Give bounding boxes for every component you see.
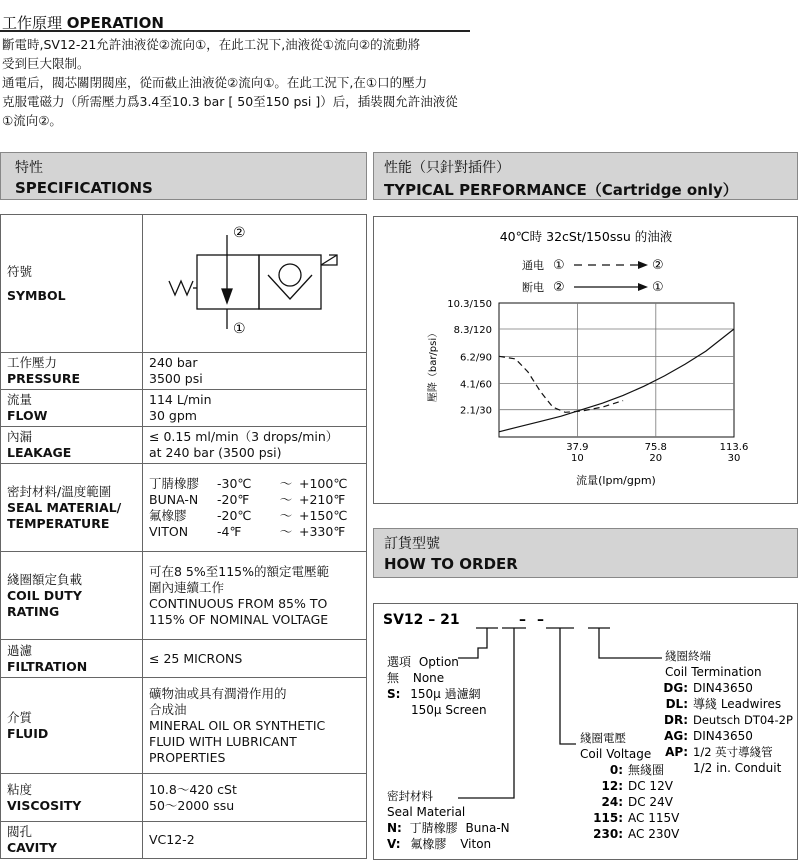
voltage-list bbox=[593, 762, 680, 841]
specifications-header bbox=[0, 152, 367, 200]
x-tick-label: 20 bbox=[649, 453, 663, 464]
spec-value-line: 115% OF NOMINAL VOLTAGE bbox=[149, 611, 329, 627]
option-screen-en: 150μ Screen bbox=[411, 703, 487, 717]
operation-title-en: OPERATION bbox=[66, 14, 164, 32]
valve-body-box-right bbox=[259, 255, 321, 309]
spec-label bbox=[1, 552, 143, 640]
plot-frame bbox=[499, 303, 734, 437]
spec-label bbox=[1, 464, 143, 552]
y-tick-label: 8.3/120 bbox=[453, 325, 492, 337]
valve-symbol-diagram bbox=[143, 217, 365, 351]
spec-value bbox=[143, 678, 367, 774]
voltage-desc: AC 115V bbox=[628, 811, 680, 825]
spec-value-line: at 240 bar (3500 psi) bbox=[149, 445, 282, 460]
check-seat-icon bbox=[268, 275, 312, 299]
termination-list bbox=[663, 681, 793, 775]
chart-grid bbox=[499, 303, 734, 437]
x-tick-label: 75.8 bbox=[644, 442, 667, 453]
option-none bbox=[387, 671, 444, 685]
performance-header-cn: 性能（只針對插件） bbox=[384, 160, 510, 176]
y-tick-label: 10.3/150 bbox=[447, 299, 492, 310]
spec-value-line: MINERAL OIL OR SYNTHETIC bbox=[149, 717, 326, 733]
voltage-leader bbox=[560, 628, 576, 744]
flow-arrow-head bbox=[222, 289, 232, 303]
spec-value bbox=[143, 774, 367, 822]
x-tick-label: 113.6 bbox=[719, 442, 749, 453]
option-screen bbox=[387, 686, 481, 701]
spec-label-en: COIL DUTY bbox=[7, 587, 82, 603]
spec-row-leakage bbox=[1, 427, 367, 464]
spec-row-seal bbox=[1, 464, 367, 552]
spec-value-line: 114 L/min bbox=[149, 392, 212, 407]
spec-label bbox=[1, 640, 143, 678]
legend-deenergized-label: 断电 bbox=[522, 281, 544, 294]
operation-line: 受到巨大限制。 bbox=[2, 56, 90, 71]
spec-label bbox=[1, 215, 143, 353]
performance-header-en: TYPICAL PERFORMANCE（Cartridge only） bbox=[384, 181, 738, 199]
seal-title-cn: 密封材料 bbox=[387, 789, 433, 803]
voltage-code: 12: bbox=[601, 779, 623, 793]
seal-buna bbox=[387, 820, 510, 835]
voltage-desc: DC 12V bbox=[628, 779, 673, 793]
voltage-title-en: Coil Voltage bbox=[580, 747, 652, 761]
spec-row-flow bbox=[1, 390, 367, 427]
legend-energized-arrow-icon bbox=[638, 261, 648, 269]
spec-label-cn: 介質 bbox=[7, 709, 33, 725]
order-dash-1: – bbox=[519, 612, 526, 628]
order-code-diagram bbox=[374, 604, 797, 859]
option-screen-code: S: bbox=[387, 687, 401, 701]
seal-viton-code: V: bbox=[387, 837, 401, 851]
seal-temp-row bbox=[149, 524, 360, 540]
temp-max: +210℉ bbox=[299, 491, 346, 507]
port-1-label: ① bbox=[233, 320, 246, 337]
spring-icon bbox=[169, 281, 193, 295]
valve-symbol-cell bbox=[143, 215, 367, 353]
option-leader bbox=[458, 628, 487, 658]
spec-value-line: FLUID WITH LUBRICANT bbox=[149, 733, 297, 749]
spec-label bbox=[1, 678, 143, 774]
spec-label-en: FLUID bbox=[7, 725, 49, 741]
spec-value-line: ≤ 25 MICRONS bbox=[149, 650, 243, 666]
x-tick-label: 30 bbox=[727, 453, 741, 464]
spec-label bbox=[1, 822, 143, 859]
termination-title-cn: 綫圈終端 bbox=[665, 649, 711, 663]
voltage-code: 115: bbox=[593, 811, 623, 825]
spec-value-line: 30 gpm bbox=[149, 408, 197, 423]
x-tick-label: 10 bbox=[571, 453, 584, 464]
voltage-title-cn: 綫圈電壓 bbox=[580, 731, 626, 745]
spec-label bbox=[1, 427, 143, 464]
operation-line: 通電后，閥芯關閉閥座，從而截止油液從②流向①。在此工況下,在①口的壓力 bbox=[2, 75, 428, 90]
y-tick-label: 2.1/30 bbox=[460, 405, 492, 417]
voltage-code: 24: bbox=[601, 795, 623, 809]
termination-conduit: 1/2 in. Conduit bbox=[693, 761, 782, 775]
operation-line: 斷電時,SV12-21允許油液從②流向①，在此工況下,油液從①流向②的流動將 bbox=[2, 37, 421, 52]
series-line-energized bbox=[499, 356, 623, 412]
seal-viton bbox=[387, 836, 491, 851]
termination-code: DG: bbox=[663, 681, 688, 695]
option-title-cn: 選項 bbox=[387, 655, 412, 669]
spec-label-cn: 過濾 bbox=[7, 642, 33, 658]
spec-label-en: FLOW bbox=[7, 408, 48, 423]
spec-value-line: VC12-2 bbox=[149, 832, 195, 847]
legend-energized-from: ① bbox=[553, 258, 565, 273]
termination-desc: 1/2 英寸導綫管 bbox=[693, 745, 773, 759]
spec-value-line: 10.8～420 cSt bbox=[149, 781, 237, 797]
spec-value bbox=[143, 390, 367, 427]
spec-label-cn: 符號 bbox=[7, 263, 33, 279]
y-tick-label: 4.1/60 bbox=[460, 379, 492, 391]
x-tick-label: 37.9 bbox=[566, 442, 589, 453]
termination-code: DL: bbox=[665, 697, 688, 711]
specifications-header-en: SPECIFICATIONS bbox=[15, 179, 153, 197]
spec-row-coil-duty bbox=[1, 552, 367, 640]
termination-desc: DIN43650 bbox=[693, 681, 753, 695]
spec-label-en: LEAKAGE bbox=[7, 445, 72, 460]
spec-value-line: 礦物油或具有潤滑作用的 bbox=[149, 685, 287, 701]
seal-buna-en: Buna-N bbox=[465, 821, 510, 835]
port-2-label: ② bbox=[233, 224, 246, 241]
order-header-en: HOW TO ORDER bbox=[384, 555, 518, 573]
spec-value-line: CONTINUOUS FROM 85% TO bbox=[149, 595, 328, 611]
spec-label-en: SYMBOL bbox=[7, 287, 66, 303]
spec-label-cn: 綫圈額定負載 bbox=[7, 571, 83, 587]
termination-desc: DIN43650 bbox=[693, 729, 753, 743]
seal-temp-row bbox=[149, 492, 360, 508]
range-sep: ～ bbox=[279, 523, 293, 539]
series-line-deenergized bbox=[499, 329, 734, 432]
order-model-code: SV12 – 21 bbox=[383, 612, 460, 628]
option-title bbox=[387, 655, 459, 669]
performance-chart-box bbox=[373, 216, 798, 504]
operation-line: ①流向②。 bbox=[2, 113, 62, 128]
specifications-table bbox=[0, 214, 367, 859]
temp-max: +330℉ bbox=[299, 523, 346, 539]
range-sep: ～ bbox=[279, 507, 293, 523]
termination-desc: Deutsch DT04-2P bbox=[693, 713, 793, 727]
spec-value-line: 圍內連續工作 bbox=[149, 579, 225, 595]
option-none-en: None bbox=[412, 671, 445, 685]
seal-buna-code: N: bbox=[387, 821, 402, 835]
spec-value-line: 可在8 5%至115%的額定電壓範 bbox=[149, 563, 329, 579]
voltage-desc: 無綫圈 bbox=[628, 763, 665, 777]
seal-viton-cn: 氟橡膠 bbox=[410, 837, 447, 851]
temp-max: +150℃ bbox=[299, 507, 348, 523]
spec-value bbox=[143, 552, 367, 640]
spec-label bbox=[1, 390, 143, 427]
spec-value bbox=[143, 640, 367, 678]
seal-material: VITON bbox=[149, 523, 189, 539]
legend-energized-label: 通电 bbox=[522, 259, 544, 272]
seal-material: BUNA-N bbox=[149, 491, 199, 507]
spec-value-line: 50～2000 ssu bbox=[149, 797, 235, 813]
spec-value-line: ≤ 0.15 ml/min（3 drops/min） bbox=[149, 429, 339, 444]
spec-label-cn: 內漏 bbox=[7, 429, 33, 444]
spec-row-symbol bbox=[1, 215, 367, 353]
operation-title-cn: 工作原理 bbox=[2, 14, 63, 32]
range-sep: ～ bbox=[279, 491, 293, 507]
legend-deenergized-arrow-icon bbox=[638, 283, 648, 291]
seal-viton-en: Viton bbox=[460, 837, 492, 851]
spec-label-en: CAVITY bbox=[7, 840, 57, 855]
spec-value-line: PROPERTIES bbox=[149, 749, 226, 765]
how-to-order-box bbox=[373, 603, 798, 860]
termination-code: AG: bbox=[664, 729, 688, 743]
temp-max: +100℃ bbox=[299, 475, 348, 491]
spec-label bbox=[1, 353, 143, 390]
spec-value bbox=[143, 464, 367, 552]
spec-label-cn: 閥孔 bbox=[7, 824, 33, 839]
operation-text bbox=[2, 35, 502, 130]
spec-row-fluid bbox=[1, 678, 367, 774]
spec-label-en: TEMPERATURE bbox=[7, 515, 110, 531]
termination-code: DR: bbox=[664, 713, 688, 727]
temp-min: -20℉ bbox=[217, 491, 250, 507]
spec-value bbox=[143, 427, 367, 464]
spec-label-en: SEAL MATERIAL/ bbox=[7, 499, 122, 515]
voltage-code: 0: bbox=[609, 763, 623, 777]
seal-buna-cn: 丁腈橡膠 bbox=[409, 821, 458, 835]
termination-desc: 導綫 Leadwires bbox=[693, 697, 782, 711]
voltage-desc: AC 230V bbox=[628, 827, 680, 841]
temp-min: -30℃ bbox=[217, 475, 252, 491]
spec-value-line: 合成油 bbox=[149, 701, 187, 717]
spec-value bbox=[143, 822, 367, 859]
chart-title: 40℃時 32cSt/150ssu 的油液 bbox=[499, 229, 673, 244]
legend-energized-to: ② bbox=[652, 258, 664, 273]
operation-rule bbox=[0, 30, 470, 32]
voltage-code: 230: bbox=[593, 827, 623, 841]
seal-material: 氟橡膠 bbox=[149, 507, 187, 523]
chart-series bbox=[499, 329, 734, 432]
spec-label bbox=[1, 774, 143, 822]
check-ball-icon bbox=[279, 264, 301, 286]
order-dash-2: – bbox=[537, 612, 544, 628]
seal-temp-row bbox=[149, 508, 360, 524]
voltage-desc: DC 24V bbox=[628, 795, 673, 809]
spec-value-line: 240 bar bbox=[149, 355, 198, 370]
termination-title-en: Coil Termination bbox=[665, 665, 762, 679]
spec-label-cn: 粘度 bbox=[7, 781, 33, 797]
spec-label-cn: 流量 bbox=[7, 392, 33, 407]
specifications-header-cn: 特性 bbox=[15, 160, 43, 176]
performance-header bbox=[373, 152, 798, 200]
order-header bbox=[373, 528, 798, 578]
chart-x-axis-label: 流量(lpm/gpm) bbox=[576, 474, 656, 487]
temp-min: -4℉ bbox=[217, 523, 242, 539]
spec-label-cn: 密封材料/溫度範圍 bbox=[7, 483, 112, 499]
y-tick-label: 6.2/90 bbox=[460, 352, 492, 364]
spec-row-filtration bbox=[1, 640, 367, 678]
spec-value bbox=[143, 353, 367, 390]
spec-label-cn: 工作壓力 bbox=[7, 355, 58, 370]
option-none-cn: 無 bbox=[387, 671, 400, 685]
seal-title-en: Seal Material bbox=[387, 805, 466, 819]
seal-temp-row bbox=[149, 476, 360, 492]
spec-row-cavity bbox=[1, 822, 367, 859]
range-sep: ～ bbox=[279, 475, 293, 491]
termination-leader bbox=[599, 628, 662, 658]
spec-label-en: VISCOSITY bbox=[7, 797, 82, 813]
performance-chart bbox=[374, 217, 797, 503]
legend-deenergized-from: ② bbox=[553, 280, 565, 295]
spec-label-en: RATING bbox=[7, 603, 60, 619]
chart-x-ticks bbox=[566, 442, 748, 464]
seal-material: 丁腈橡膠 bbox=[149, 475, 200, 491]
operation-line: 克服電磁力（所需壓力爲3.4至10.3 bar [ 50至150 psi ]）后，插裝閥允許油液從 bbox=[2, 94, 458, 109]
spec-row-pressure bbox=[1, 353, 367, 390]
termination-code: AP: bbox=[665, 745, 688, 759]
chart-y-ticks bbox=[447, 299, 492, 417]
order-header-cn: 訂貨型號 bbox=[384, 536, 440, 552]
option-title-en: Option bbox=[418, 655, 459, 669]
legend-deenergized-to: ① bbox=[652, 280, 664, 295]
option-screen-cn: 150μ 過濾網 bbox=[410, 687, 481, 701]
spec-value-line: 3500 psi bbox=[149, 371, 203, 386]
spec-row-viscosity bbox=[1, 774, 367, 822]
spec-label-en: PRESSURE bbox=[7, 371, 81, 386]
temp-min: -20℃ bbox=[217, 507, 252, 523]
chart-y-axis-label: 壓降（bar/psi） bbox=[428, 327, 439, 403]
spec-label-en: FILTRATION bbox=[7, 658, 88, 674]
